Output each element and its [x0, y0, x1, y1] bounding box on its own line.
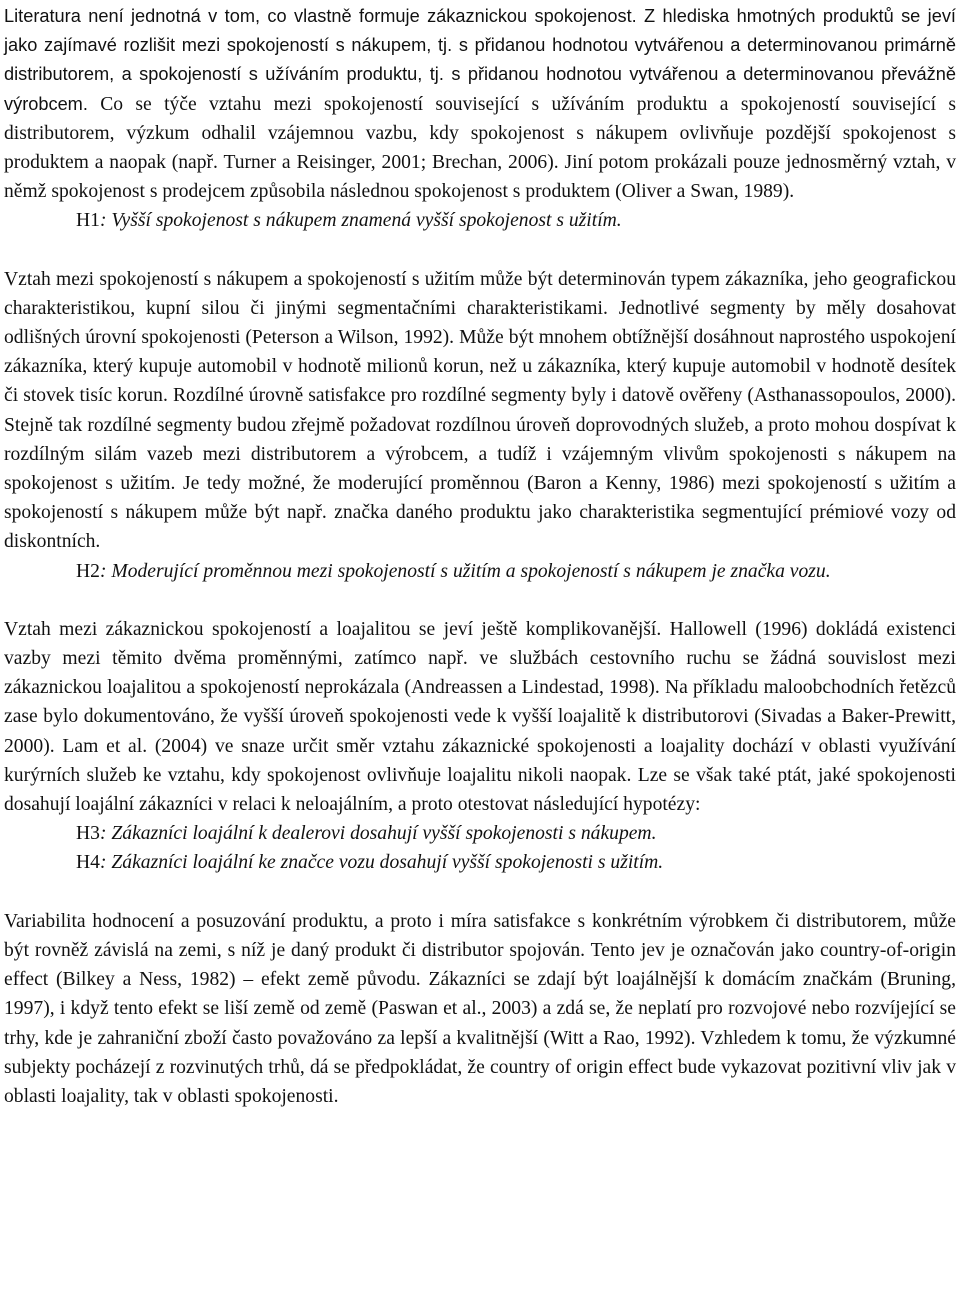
hypothesis-h1-label: H1	[76, 210, 100, 232]
hypothesis-h4	[76, 848, 956, 877]
paragraph-3: Vztah mezi zákaznickou spokojeností a loajalitou se jeví ještě komplikovanější. Hallowell (1996) dokládá existenci vazby mezi těmito dvěma proměnnými, zatímco např. ve službách cestovního ruchu se žádná souvislost mezi zákaznickou loajalitou a spokojeností neprokázala (Andreassen a Lindestad, 1998). Na příkladu maloobchodních řetězců zase bylo dokumentováno, že vyšší úroveň spokojenosti vede k vyšší loajalitě k distributorovi (Sivadas a Baker-Prewitt, 2000). Lam et al. (2004) ve snaze určit směr vztahu zákaznické spokojenosti a loajality dochází v oblasti využívání kurýrních služeb ke vztahu, kdy spokojenost ovlivňuje loajalitu nikoli naopak. Lze se však také ptát, jaké spokojenosti dosahují loajální zákazníci v relaci k neloajálním, a proto otestovat následující hypotézy:	[4, 618, 956, 816]
hypothesis-h2-text: : Moderující proměnnou mezi spokojeností s užitím a spokojeností s nákupem je značka vozu.	[99, 560, 831, 582]
hypothesis-h3	[76, 819, 956, 848]
hypothesis-h3-label: H3	[76, 823, 100, 845]
paragraph-1	[4, 2, 956, 206]
paragraph-2: Vztah mezi spokojeností s nákupem a spokojeností s užitím může být determinován typem zákazníka, jeho geografickou charakteristikou, kupní silou či jinými segmentačními charakteristikami. Jednotlivé segmenty by měly dosahovat odlišných úrovní spokojenosti (Peterson a Wilson, 1992). Může být mnohem obtížnější dosáhnout naprostého uspokojení zákazníka, který kupuje automobil v hodnotě milionů korun, než u zákazníka, který kupuje automobil v hodnotě desítek či stovek tisíc korun. Rozdílné úrovně satisfakce pro rozdílné segmenty byly i datově ověřeny (Asthanassopoulos, 2000). Stejně tak rozdílné segmenty budou zřejmě požadovat rozdílnou úroveň doprovodných služeb, a proto mohou dospívat k rozdílným silám vazeb mezi distributorem a výrobcem, a tudíž i vzájemným vlivům spokojenosti s nákupem na spokojenost s užitím. Je tedy možné, že moderující proměnnou (Baron a Kenny, 1986) mezi spokojeností s užitím a spokojeností s nákupem může být např. značka daného produktu jako charakteristika segmentující prémiové vozy od diskontních.	[4, 268, 956, 553]
paragraph-1-part-a: Literatura není jednotná v tom, co vlastně formuje zákaznickou spokojenost. Z hlediska hmotných produktů se jeví jako zajímavé rozlišit mezi spokojeností s nákupem, tj. s přidanou hodnotou vytvářenou a determinovanou primárně distributorem, a spokojeností s užíváním produktu, tj. s přidanou hodnotou vytvářenou a determinovanou převážně výrobcem.	[4, 6, 956, 114]
paragraph-gap	[4, 878, 956, 907]
paragraph-4: Variabilita hodnocení a posuzování produktu, a proto i míra satisfakce s konkrétním výrobkem či distributorem, může být rovněž závislá na zemi, s níž je daný produkt či distributor spojován. Tento jev je označován jako country-of-origin effect (Bilkey a Ness, 1982) – efekt země původu. Zákazníci se zdají být loajálnější k domácím značkám (Bruning, 1997), i když tento efekt se liší země od země (Paswan et al., 2003) a zdá se, že neplatí pro rozvojové nebo rozvíjející se trhy, kde je zahraniční zboží často považováno za lepší a kvalitnější (Witt a Rao, 1992). Vzhledem k tomu, že výzkumné subjekty pocházejí z rozvinutých trhů, dá se předpokládat, že country of origin effect bude vykazovat pozitivní vliv jak v oblasti loajality, tak v oblasti spokojenosti.	[4, 910, 956, 1107]
hypothesis-h3-text: : Zákazníci loajální k dealerovi dosahují vyšší spokojenosti s nákupem.	[99, 823, 657, 845]
hypothesis-h2-label: H2	[76, 560, 100, 582]
hypothesis-h4-label: H4	[76, 852, 100, 874]
paragraph-gap	[4, 586, 956, 615]
hypothesis-h1-text: : Vyšší spokojenost s nákupem znamená vyšší spokojenost s užitím.	[99, 210, 622, 232]
hypothesis-h4-text: : Zákazníci loajální ke značce vozu dosahují vyšší spokojenosti s užitím.	[99, 852, 664, 874]
hypothesis-h2	[76, 557, 956, 586]
hypothesis-h1	[76, 206, 956, 235]
paragraph-gap	[4, 236, 956, 265]
paragraph-1-part-b: Co se týče vztahu mezi spokojeností související s užíváním produktu a spokojeností související s distributorem, výzkum odhalil vzájemnou vazbu, kdy spokojenost s nákupem ovlivňuje pozdější spokojenost s produktem a naopak (např. Turner a Reisinger, 2001; Brechan, 2006). Jiní potom prokázali pouze jednosměrný vztah, v němž spokojenost s prodejcem způsobila následnou spokojenost s produktem (Oliver a Swan, 1989).	[4, 93, 956, 203]
